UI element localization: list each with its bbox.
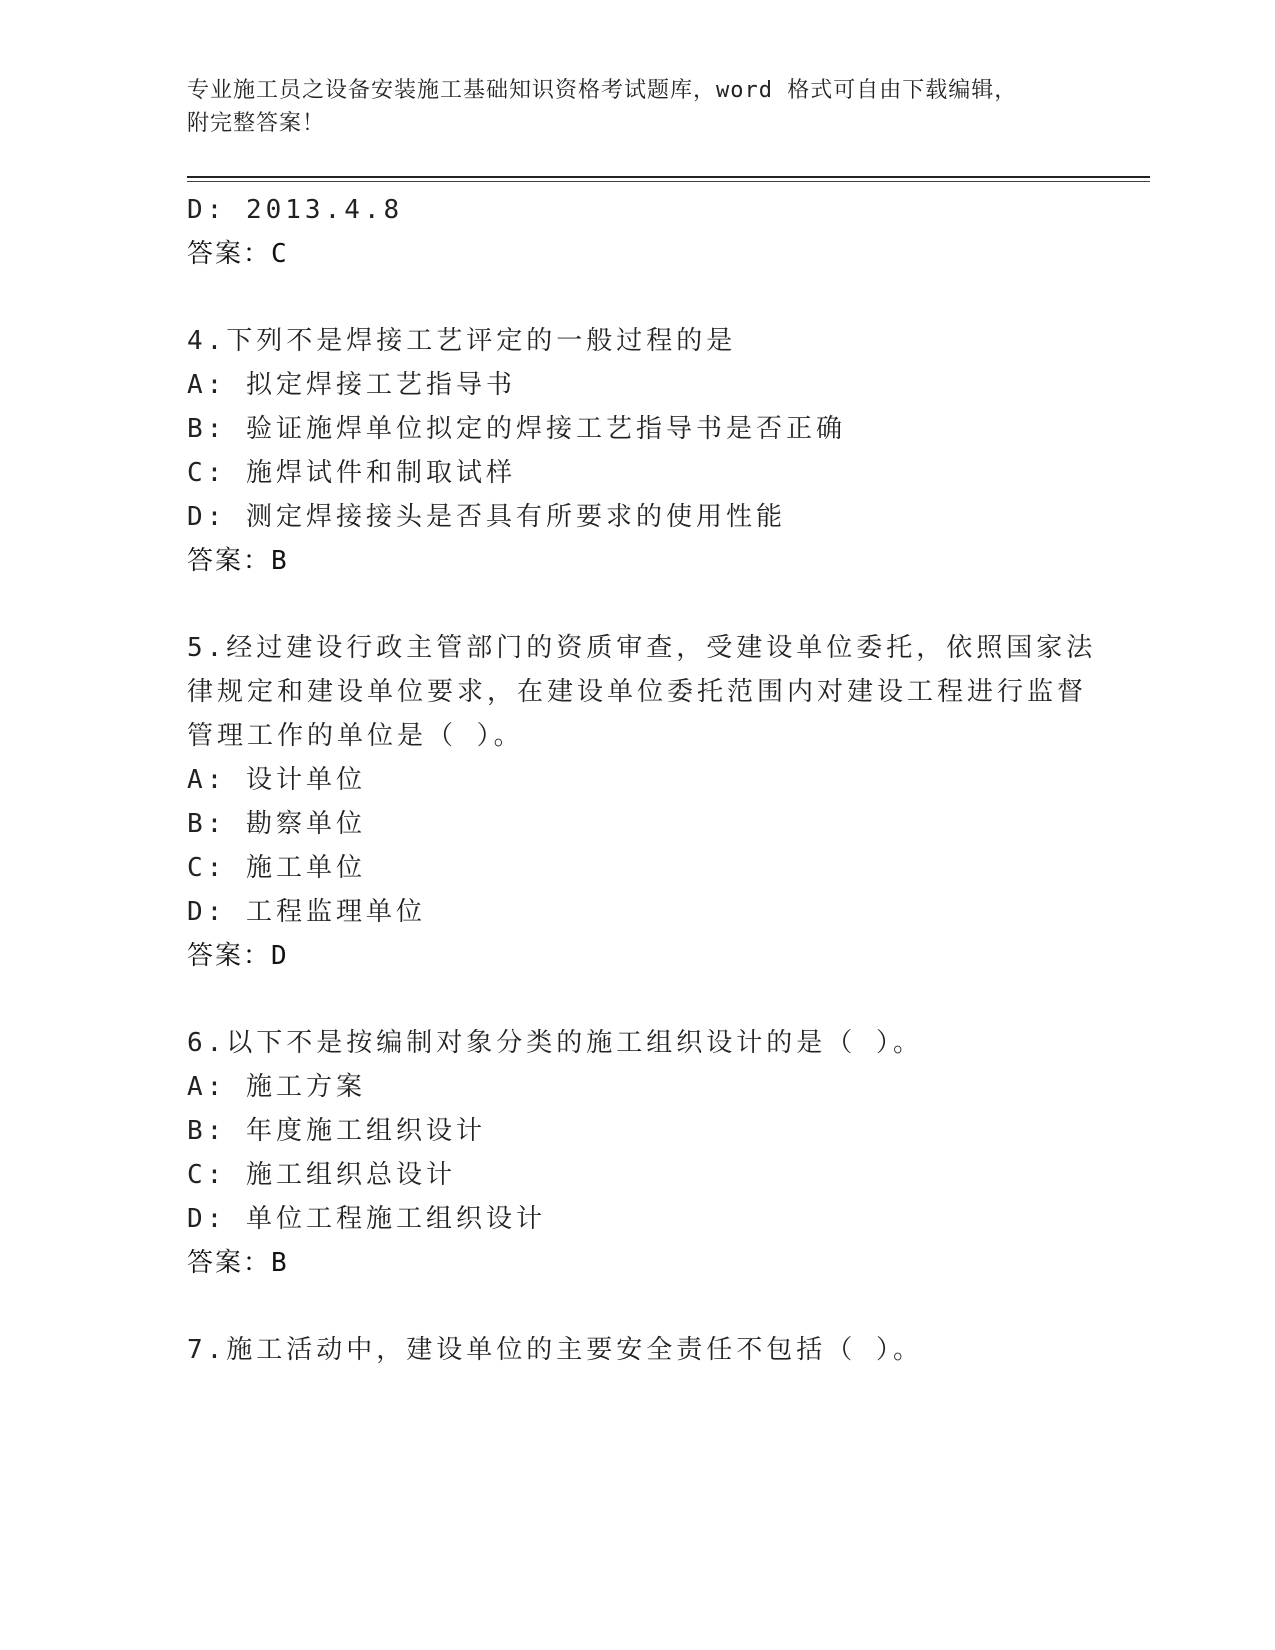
q5-stem-line-1: 5.经过建设行政主管部门的资质审查，受建设单位委托，依照国家法 — [187, 633, 1097, 663]
q4-option-c: C: 施焊试件和制取试样 — [187, 458, 516, 488]
q5-option-a: A: 设计单位 — [187, 765, 366, 795]
q4-answer-label: 答案： — [187, 546, 272, 576]
q5-option-b: B: 勘察单位 — [187, 809, 366, 839]
q5-option-d: D: 工程监理单位 — [187, 897, 426, 927]
q5-stem-line-3: 管理工作的单位是（ ）。 — [187, 721, 524, 751]
q4-answer-value: B — [271, 546, 287, 576]
q4-answer — [187, 538, 287, 584]
q5-option-c: C: 施工单位 — [187, 853, 366, 883]
q6-option-a: A: 施工方案 — [187, 1072, 366, 1102]
q3-answer — [187, 231, 287, 277]
header-line-1: 专业施工员之设备安装施工基础知识资格考试题库，word 格式可自由下载编辑， — [187, 78, 1018, 103]
q4-option-d: D: 测定焊接接头是否具有所要求的使用性能 — [187, 502, 786, 532]
q4-option-b: B: 验证施焊单位拟定的焊接工艺指导书是否正确 — [187, 414, 846, 444]
q6-option-b: B: 年度施工组织设计 — [187, 1116, 486, 1146]
q6-answer-value: B — [271, 1248, 287, 1278]
q5-stem-line-2: 律规定和建设单位要求，在建设单位委托范围内对建设工程进行监督 — [187, 677, 1088, 707]
q4-option-a: A: 拟定焊接工艺指导书 — [187, 370, 516, 400]
header-divider-thick — [187, 176, 1150, 178]
q3-answer-value: C — [271, 239, 287, 269]
header-divider-thin — [187, 181, 1150, 182]
q6-option-d: D: 单位工程施工组织设计 — [187, 1204, 546, 1234]
q5-answer-label: 答案： — [187, 941, 272, 971]
q3-option-d: D: 2013.4.8 — [187, 195, 404, 225]
header-line-2: 附完整答案！ — [187, 111, 326, 136]
q6-stem: 6.以下不是按编制对象分类的施工组织设计的是（ ）。 — [187, 1028, 923, 1058]
q5-answer-value: D — [271, 941, 287, 971]
q4-stem: 4.下列不是焊接工艺评定的一般过程的是 — [187, 326, 737, 356]
q3-answer-label: 答案： — [187, 239, 272, 269]
q7-stem: 7.施工活动中，建设单位的主要安全责任不包括（ ）。 — [187, 1335, 923, 1365]
q5-answer — [187, 933, 287, 979]
q6-option-c: C: 施工组织总设计 — [187, 1160, 456, 1190]
document-header — [187, 74, 1067, 140]
q6-answer-label: 答案： — [187, 1248, 272, 1278]
q6-answer — [187, 1240, 287, 1286]
